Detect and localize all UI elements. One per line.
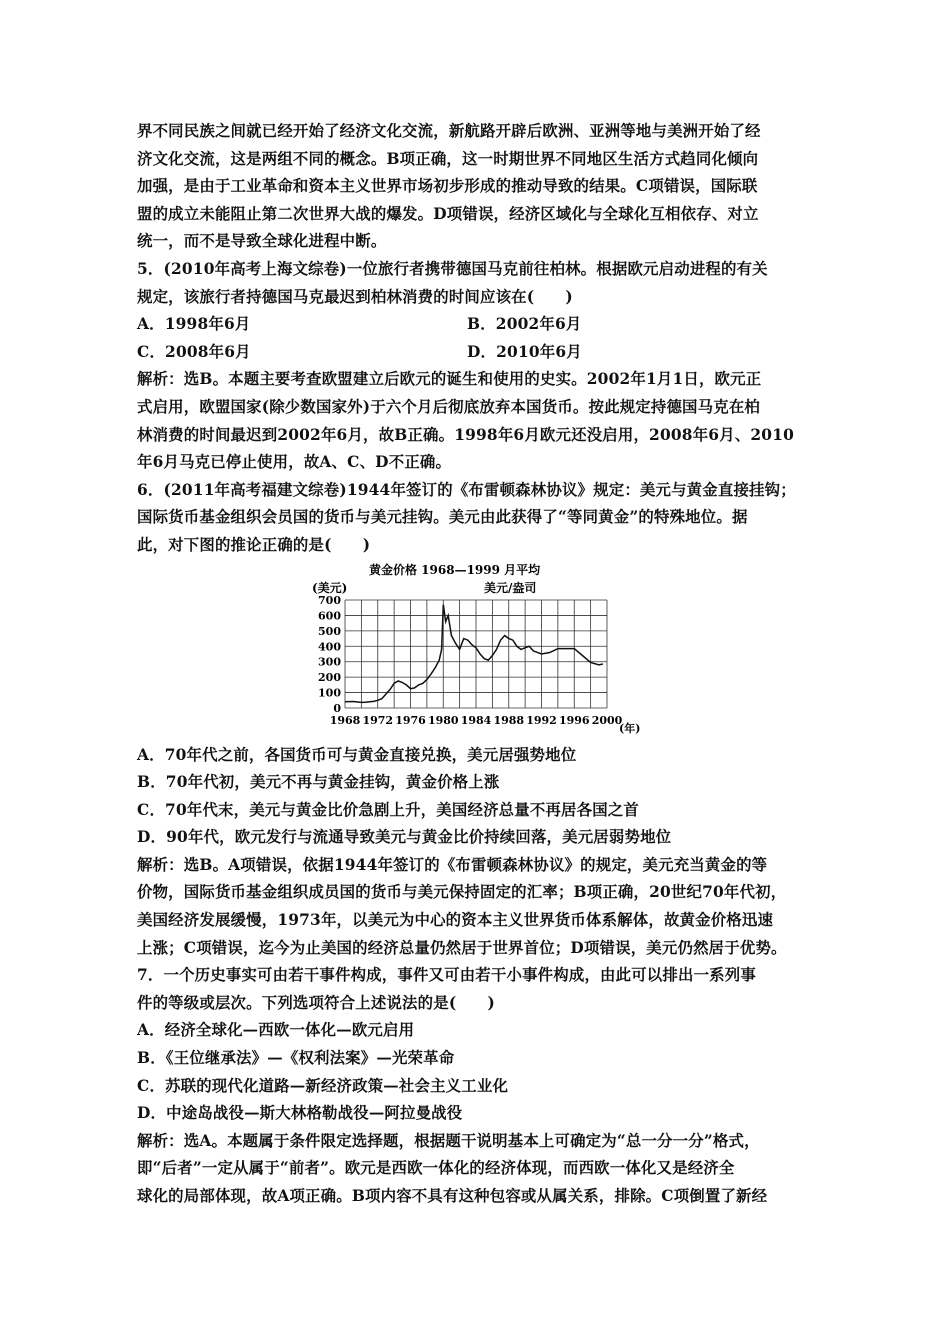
y-tick-label: 500 — [318, 624, 341, 638]
y-tick-label: 200 — [318, 670, 341, 684]
text-line: 加强，是由于工业革命和资本主义世界市场初步形成的推动导致的结果。C项错误，国际联 — [137, 177, 758, 196]
option-b: B．《王位继承法》—《权利法案》—光荣革命 — [137, 1049, 455, 1068]
chart-grid — [345, 600, 607, 708]
option-d: D．90年代，欧元发行与流通导致美元与黄金比价持续回落，美元居弱势地位 — [137, 828, 672, 847]
x-tick-label: 1984 — [460, 713, 492, 727]
chart-y-ticks — [318, 594, 341, 715]
text-line: 盟的成立未能阻止第二次世界大战的爆发。D项错误，经济区域化与全球化互相依存、对立 — [137, 204, 759, 223]
y-tick-label: 600 — [318, 608, 341, 622]
chart-y-label: (美元) — [312, 580, 348, 595]
x-tick-label: 1996 — [558, 713, 590, 727]
option-a: A．70年代之前，各国货币可与黄金直接兑换，美元居强势地位 — [137, 745, 577, 764]
analysis-line: 解析：选B。本题主要考查欧盟建立后欧元的诞生和使用的史实。2002年1月1日，欧元正 — [137, 370, 762, 389]
question-stem: 5．(2010年高考上海文综卷)一位旅行者携带德国马克前往柏林。根据欧元启动进程的有关 — [137, 259, 768, 278]
question-7 — [137, 962, 827, 1210]
chart-x-ticks — [330, 714, 623, 727]
y-tick-label: 0 — [333, 701, 341, 715]
question-stem: 规定，该旅行者持德国马克最迟到柏林消费的时间应该在( ) — [137, 287, 573, 306]
gold-price-line — [345, 604, 603, 702]
chart-unit-label: 美元/盎司 — [484, 580, 537, 595]
analysis-line: 式启用，欧盟国家(除少数国家外)于六个月后彻底放弃本国货币。按此规定持德国马克在柏 — [137, 397, 760, 416]
options-row — [137, 311, 827, 339]
option-a: A．经济全球化—西欧一体化—欧元启用 — [137, 1021, 415, 1040]
x-tick-label: 1980 — [427, 713, 459, 727]
text-line: 济文化交流，这是两组不同的概念。B项正确，这一时期世界不同地区生活方式趋同化倾向 — [137, 149, 759, 168]
analysis-line: 解析：选A。本题属于条件限定选择题，根据题干说明基本上可确定为“总一分一分”格式， — [137, 1131, 760, 1150]
document-page — [137, 118, 827, 1211]
option-d: D．中途岛战役—斯大林格勒战役—阿拉曼战役 — [137, 1104, 463, 1123]
options-row — [137, 339, 827, 367]
option-c: C．70年代末，美元与黄金比价急剧上升，美国经济总量不再居各国之首 — [137, 800, 639, 819]
option-d: D．2010年6月 — [467, 342, 582, 361]
analysis-line: 美国经济发展缓慢，1973年，以美元为中心的资本主义世界货币体系解体，故黄金价格迅速 — [137, 911, 774, 930]
question-stem: 国际货币基金组织会员国的货币与美元挂钩。美元由此获得了“等同黄金”的特殊地位。据 — [137, 508, 748, 527]
question-stem: 此，对下图的推论正确的是( ) — [137, 535, 371, 554]
chart-x-unit: (年) — [619, 721, 641, 735]
text-line: 统一，而不是导致全球化进程中断。 — [137, 232, 387, 251]
option-a: A．1998年6月 — [137, 315, 251, 334]
question-stem: 7．一个历史事实可由若干事件构成，事件又可由若干小事件构成，由此可以排出一系列事 — [137, 966, 756, 985]
option-c: C．苏联的现代化道路—新经济政策—社会主义工业化 — [137, 1076, 509, 1095]
x-tick-label: 1992 — [526, 713, 557, 727]
x-tick-label: 1968 — [329, 713, 361, 727]
question-stem: 6．(2011年高考福建文综卷)1944年签订的《布雷顿森林协议》规定：美元与黄金直接挂钩； — [137, 480, 796, 499]
x-tick-label: 1972 — [362, 713, 394, 727]
analysis-line: 年6月马克已停止使用，故A、C、D不正确。 — [137, 453, 452, 472]
x-tick-label: 2000 — [591, 713, 623, 727]
text-line: 界不同民族之间就已经开始了经济文化交流，新航路开辟后欧洲、亚洲等地与美洲开始了经 — [137, 122, 761, 140]
y-tick-label: 400 — [318, 639, 341, 653]
chart-title: 黄金价格 1968—1999 月平均 — [369, 562, 541, 577]
option-b: B．70年代初，美元不再与黄金挂钩，黄金价格上涨 — [137, 773, 500, 792]
analysis-line: 解析：选B。A项错误，依据1944年签订的《布雷顿森林协议》的规定，美元充当黄金的等 — [137, 855, 768, 874]
x-tick-label: 1988 — [493, 713, 525, 727]
option-b: B．2002年6月 — [467, 315, 582, 334]
y-tick-label: 700 — [318, 593, 341, 607]
chart-svg — [137, 560, 827, 742]
option-c: C．2008年6月 — [137, 342, 251, 361]
analysis-line: 上涨；C项错误，迄今为止美国的经济总量仍然居于世界首位；D项错误，美元仍然居于优势。 — [137, 938, 787, 957]
y-tick-label: 300 — [318, 655, 341, 669]
question-6 — [137, 477, 827, 963]
analysis-line: 林消费的时间最迟到2002年6月，故B正确。1998年6月欧元还没启用，2008年6月、2010 — [137, 425, 795, 444]
question-stem: 件的等级或层次。下列选项符合上述说法的是( ) — [137, 993, 495, 1012]
question-5 — [137, 256, 827, 477]
analysis-line: 即“后者”一定从属于“前者”。欧元是西欧一体化的经济体现，而西欧一体化又是经济全 — [137, 1159, 735, 1178]
analysis-line: 球化的局部体现，故A项正确。B项内容不具有这种包容或从属关系，排除。C项倒置了新经 — [137, 1187, 768, 1205]
x-tick-label: 1976 — [395, 713, 426, 727]
gold-price-chart — [137, 560, 827, 742]
y-tick-label: 100 — [318, 686, 341, 700]
analysis-line: 价物，国际货币基金组织成员国的货币与美元保持固定的汇率；B项正确，20世纪70年代初， — [137, 883, 787, 902]
intro-paragraph — [137, 118, 827, 256]
